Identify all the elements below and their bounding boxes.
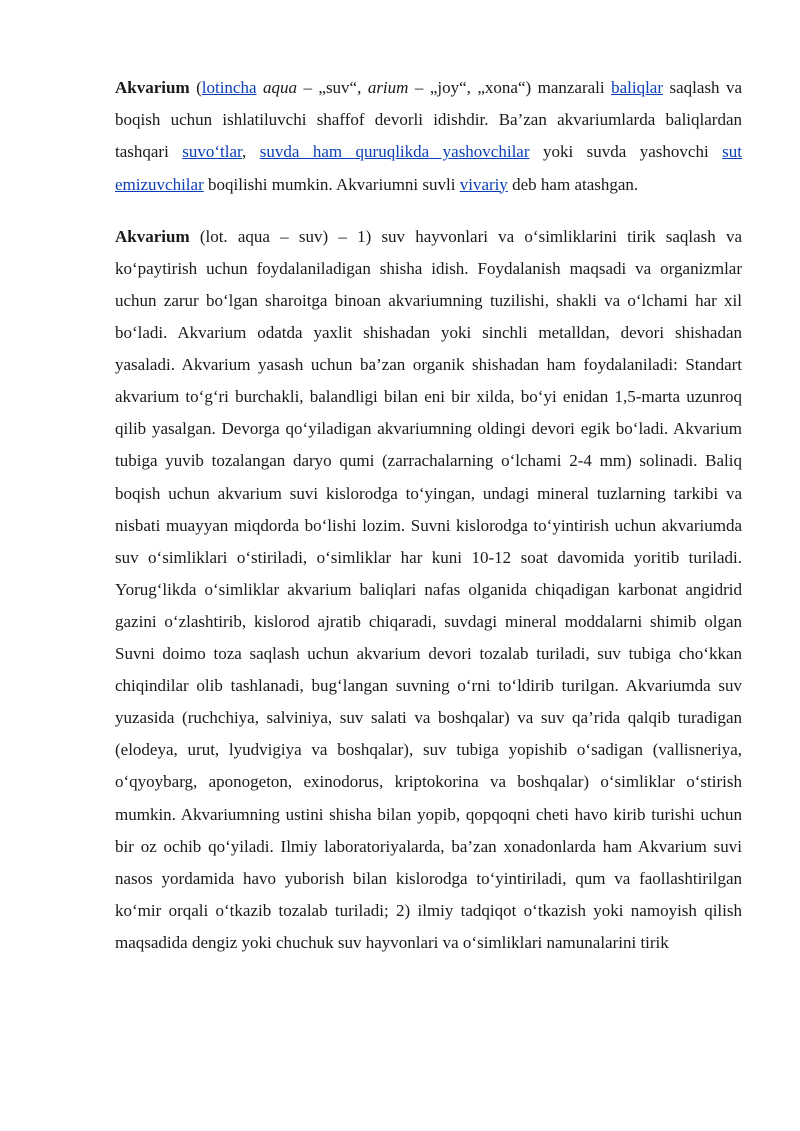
- text-span: boqilishi mumkin. Akvariumni suvli: [203, 174, 460, 194]
- paragraph-definition: [115, 221, 742, 959]
- link-sut-emizuvchilar[interactable]: sut emizuvchilar: [115, 142, 742, 194]
- link-baliqlar[interactable]: baliqlar: [611, 78, 664, 97]
- document-page: [115, 72, 742, 973]
- text-span: – „suv“,: [296, 78, 368, 97]
- text-span: yoki suvda yashovchi: [529, 142, 723, 162]
- link-lotincha[interactable]: lotincha: [201, 78, 257, 97]
- word-aqua: aqua: [262, 78, 297, 97]
- paragraph-intro: [115, 72, 742, 201]
- text-span: ,: [242, 142, 260, 162]
- text-span: deb ham atashgan.: [507, 174, 639, 194]
- link-vivariy[interactable]: vivariy: [459, 174, 508, 194]
- link-suvotlar[interactable]: suvo‘tlar: [182, 142, 243, 162]
- link-suvda-ham-quruqlikda-yashovchilar[interactable]: suvda ham quruqlikda yashovchilar: [259, 142, 530, 162]
- text-span: – „joy“, „xona“) manzarali: [408, 78, 612, 97]
- text-span: saqlash va boqish uchun ishlatiluvchi shaffof devorli idishdir. Ba’zan akvariumlarda baliqlardan tashqari: [115, 78, 743, 162]
- text-span: (: [189, 78, 202, 97]
- word-arium: arium: [367, 78, 409, 97]
- paragraph-body: (lot. aqua – suv) – 1) suv hayvonlari va o‘simliklarini tirik saqlash va ko‘paytirish uchun foydalaniladigan shisha idish. Foydalanish maqsadi va organizmlar uchun zarur bo‘lgan sharoitga binoan akvariumning tuzilishi, shakli va o‘lchami har xil bo‘ladi. Akvarium odatda yaxlit shishadan yoki sinchli metalldan, devori shishadan yasaladi. Akvarium yasash uchun ba’zan organik shishadan ham foydalaniladi: Standart akvarium to‘g‘ri burchakli, balandligi bilan eni bir xilda, bo‘yi enidan 1,5-marta uzunroq qilib yasalgan. Devorga qo‘yiladigan akvariumning oldingi devori egik bo‘ladi. Akvarium tubiga yuvib tozalangan daryo qumi (zarrachalarning o‘lchami 2-4 mm) solinadi. Baliq boqish uchun akvarium suvi kislorodga to‘yingan, undagi mineral tuzlarning tarkibi va nisbati muayyan miqdorda bo‘lishi lozim. Suvni kislorodga to‘yintirish uchun akvariumda suv o‘simliklari o‘stiriladi, o‘simliklar har kuni 10-12 soat davomida yoritib turiladi. Yorug‘likda o‘simliklar akvarium baliqlari nafas olganida chiqadigan karbonat angidrid gazini o‘zlashtirib, kislorod ajratib chiqaradi, suvdagi mineral moddalarni shimib olgan Suvni doimo toza saqlash uchun akvarium devori tozalab turiladi, suv tubiga cho‘kkan chiqindilar olib tashlanadi, bug‘langan suvning o‘rni to‘ldirib turilgan. Akvariumda suv yuzasida (ruchchiya, salviniya, suv salati va boshqalar) va suv qa’rida qalqib turadigan (elodeya, urut, lyudvigiya va boshqalar), suv tubiga yopishib o‘sadigan (vallisneriya, o‘qyoybarg, aponogeton, exinodorus, kriptokorina va boshqalar) o‘simliklar o‘stirish mumkin. Akvariumning ustini shisha bilan yopib, qopqoqni cheti havo kirib turishi uchun bir oz ochib qo‘yiladi. Ilmiy laboratoriyalarda, ba’zan xonadonlarda ham Akvarium suvi nasos yordamida havo yuborish bilan kislorodga to‘yintiriladi, qum va faollashtirilgan ko‘mir orqali o‘tkazib tozalab turiladi; 2) ilmiy tadqiqot o‘tkazish yoki namoyish qilish maqsadida dengiz yoki chuchuk suv hayvonlari va o‘simliklari namunalarini tirik: [115, 226, 742, 952]
- term-akvarium: Akvarium: [115, 226, 190, 246]
- term-akvarium: Akvarium: [115, 78, 190, 97]
